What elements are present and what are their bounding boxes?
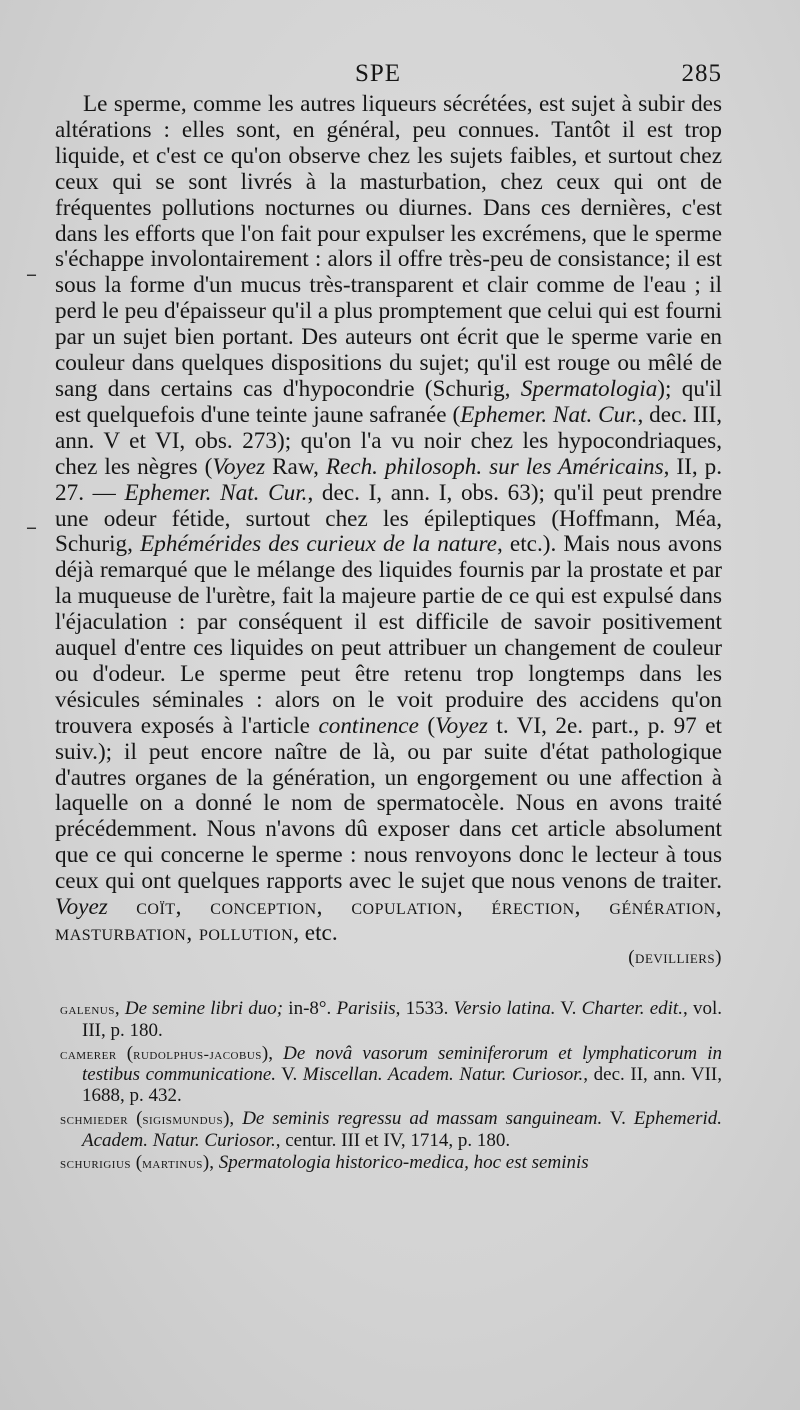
text-span: , vol. III, p. 180. xyxy=(82,997,722,1041)
text-span: , dec. I, ann. I, obs. 63); qu'il peut prendre une odeur fétide, surtout chez les épileptiques (Hoffmann, Méa, Schurig, xyxy=(55,479,722,558)
smallcaps-span: schmieder xyxy=(60,1110,129,1128)
italic-span: Rech. philosoph. sur les Américains xyxy=(325,453,664,480)
italic-span: De semine libri duo; xyxy=(124,997,284,1019)
text-span: , 1533. xyxy=(395,997,454,1019)
text-span: , dec. II, ann. VII, 1688, p. 432. xyxy=(82,1064,722,1107)
reference-entry xyxy=(60,1044,722,1107)
italic-span: Voyez xyxy=(435,712,488,739)
text-span: V. xyxy=(555,997,582,1019)
text-span: t. VI, 2e. part., p. 97 et suiv.); il peut encore naître de là, ou par suite d'état pathologique d'autres organes de la génération, un engorgement ou une affection à laquelle on a donné le nom de spermatocèle. Nous en avons traité précédemment. Nous n'avons dû exposer dans cet article absolument que ce qui concerne le sperme : nous renvoyons donc le lecteur à tous ceux qui ont quelques rapports avec le sujet que nous venons de traiter. xyxy=(55,712,722,895)
italic-span: Ephemer. Nat. Cur. xyxy=(124,479,308,506)
text-span: V. xyxy=(602,1107,634,1129)
text-span: , xyxy=(114,997,125,1019)
italic-span: Charter. edit. xyxy=(581,997,683,1019)
italic-span: Voyez xyxy=(212,453,266,480)
smallcaps-span: coït, conception, copulation, érection, génération, masturbation, pollution xyxy=(55,894,722,946)
smallcaps-span: galenus xyxy=(60,1000,115,1018)
reference-entry xyxy=(60,1153,722,1175)
page-number: 285 xyxy=(681,60,722,87)
text-span: , etc. xyxy=(293,920,338,946)
running-title: SPE xyxy=(355,60,402,87)
running-header xyxy=(55,52,722,92)
text-span: V. xyxy=(276,1064,303,1086)
italic-span: Spermatologia historico-medica, hoc est seminis xyxy=(218,1152,589,1174)
text-span: , II, p. 27. — xyxy=(55,453,722,506)
text-span: , etc.). Mais nous avons déjà remarqué que le mélange des liquides fournis par la prostate et par la muqueuse de l'urètre, fait la majeure partie de ce qui est expulsé dans l'éjaculation : par conséquent il est difficile de savoir positivement auquel d'entre ces liquides on peut attribuer un changement de couleur ou d'odeur. Le sperme peut être retenu trop longtemps dans les vésicules séminales : alors on le voit produire des accidens qu'on trouvera exposés à l'article xyxy=(55,531,723,739)
text-span: ( xyxy=(128,1107,143,1129)
reference-entry xyxy=(60,1109,722,1152)
italic-span: De novâ vasorum seminiferorum et lymphaticorum in testibus communicatione. xyxy=(82,1042,723,1086)
text-span: in-8°. xyxy=(283,997,337,1019)
smallcaps-span: martinus xyxy=(142,1155,203,1173)
margin-dash: – xyxy=(26,262,37,287)
smallcaps-span: schurigius xyxy=(60,1155,132,1173)
italic-span: continence xyxy=(318,712,419,739)
text-span: Raw, xyxy=(265,453,326,480)
text-span: ), xyxy=(223,1107,243,1129)
author-signature: (devilliers) xyxy=(628,946,722,968)
text-span: ( xyxy=(418,712,436,739)
text-span: Le sperme, comme les autres liqueurs sécrétées, est sujet à subir des altérations : elles sont, en général, peu connues. Tantôt il est trop liquide, et c'est ce qu'on observe chez les sujets faibles, et surtout chez ceux qui se sont livrés à la masturbation, chez ceux qui ont de fréquentes pollutions nocturnes ou diurnes. Dans ces dernières, c'est dans les efforts que l'on fait pour expulser les excrémens, que le sperme s'échappe involontairement : alors il offre très-peu de consistance; il est sous la forme d'un mucus très-transparent et clair comme de l'eau ; il perd le peu d'épaisseur qu'il a plus promptement que celui qui est fourni par un sujet bien portant. Des auteurs ont écrit que le sperme varie en couleur dans quelques dispositions du sujet; qu'il est rouge ou mêlé de sang dans certains cas d'hypocondrie (Schurig, xyxy=(55,91,722,402)
body-paragraph xyxy=(55,92,722,947)
italic-span: Ephémérides des curieux de la nature xyxy=(140,531,497,558)
text-span: ( xyxy=(131,1152,143,1174)
text-span: ( xyxy=(116,1042,134,1064)
text-span: ); qu'il est quelquefois d'une teinte jaune safranée ( xyxy=(55,375,722,428)
margin-dash: – xyxy=(26,515,37,540)
smallcaps-span: camerer xyxy=(60,1045,117,1063)
italic-span: Versio latina. xyxy=(453,997,556,1019)
bibliography xyxy=(55,999,722,1175)
italic-span: De seminis regressu ad massam sanguineam. xyxy=(242,1107,603,1129)
italic-span: Ephemer. Nat. Cur. xyxy=(460,401,638,428)
italic-span: Ephemerid. Academ. Natur. Curiosor. xyxy=(82,1107,723,1151)
italic-span: Spermatologia xyxy=(520,375,658,402)
text-span: ), xyxy=(202,1152,219,1174)
smallcaps-span: sigismundus xyxy=(142,1110,224,1128)
text-span: , dec. III, ann. V et VI, obs. 273); qu'on l'a vu noir chez les hypocondriaques, chez les nègres ( xyxy=(55,401,723,480)
italic-span: Miscellan. Academ. Natur. Curiosor. xyxy=(302,1064,584,1086)
text-span: ), xyxy=(261,1042,284,1064)
italic-span: Parisiis xyxy=(336,997,396,1019)
reference-entry xyxy=(60,999,722,1042)
smallcaps-span: rudolphus-jacobus xyxy=(133,1045,262,1063)
italic-span: Voyez xyxy=(55,894,108,921)
text-span: , centur. III et IV, 1714, p. 180. xyxy=(275,1129,511,1151)
